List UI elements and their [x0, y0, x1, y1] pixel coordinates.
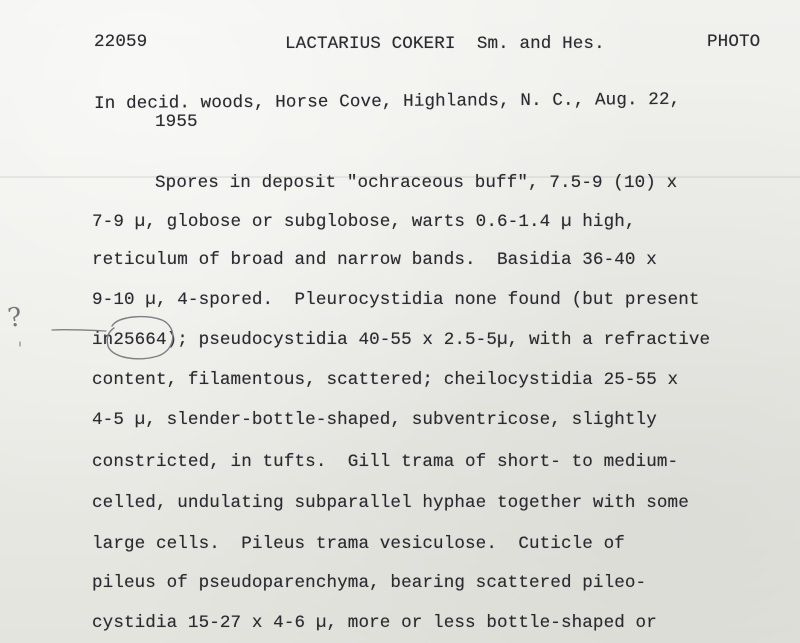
handwritten-question-mark: ? [5, 302, 24, 334]
locality-line: In decid. woods, Horse Cove, Highlands, N. C., Aug. 22, [94, 89, 681, 114]
description-line: celled, undulating subparallel hyphae together with some [92, 493, 689, 513]
description-line: content, filamentous, scattered; cheilocystidia 25-55 x [92, 370, 679, 390]
description-line: cystidia 15-27 x 4-6 µ, more or less bottle-shaped or [92, 613, 657, 633]
description-line: Spores in deposit "ochraceous buff", 7.5-9 (10) x [155, 173, 678, 193]
description-line: reticulum of broad and narrow bands. Basidia 36-40 x [92, 250, 657, 270]
description-line: large cells. Pileus trama vesiculose. Cuticle of [92, 534, 625, 554]
photo-tag: PHOTO [707, 32, 761, 52]
description-line: 4-5 µ, slender-bottle-shaped, subventricose, slightly [92, 410, 657, 430]
description-line: constricted, in tufts. Gill trama of short- to medium- [92, 452, 679, 472]
description-line: 7-9 µ, globose or subglobose, warts 0.6-1.4 µ high, [92, 212, 636, 232]
description-line: in25664); pseudocystidia 40-55 x 2.5-5µ, with a refractive [92, 330, 711, 350]
locality-year: 1955 [155, 112, 198, 132]
description-line: pileus of pseudoparenchyma, bearing scattered pileo- [92, 573, 647, 593]
specimen-number: 22059 [94, 32, 148, 52]
species-title: LACTARIUS COKERI Sm. and Hes. [285, 34, 605, 54]
description-line: 9-10 µ, 4-spored. Pleurocystidia none found (but present [92, 290, 700, 310]
